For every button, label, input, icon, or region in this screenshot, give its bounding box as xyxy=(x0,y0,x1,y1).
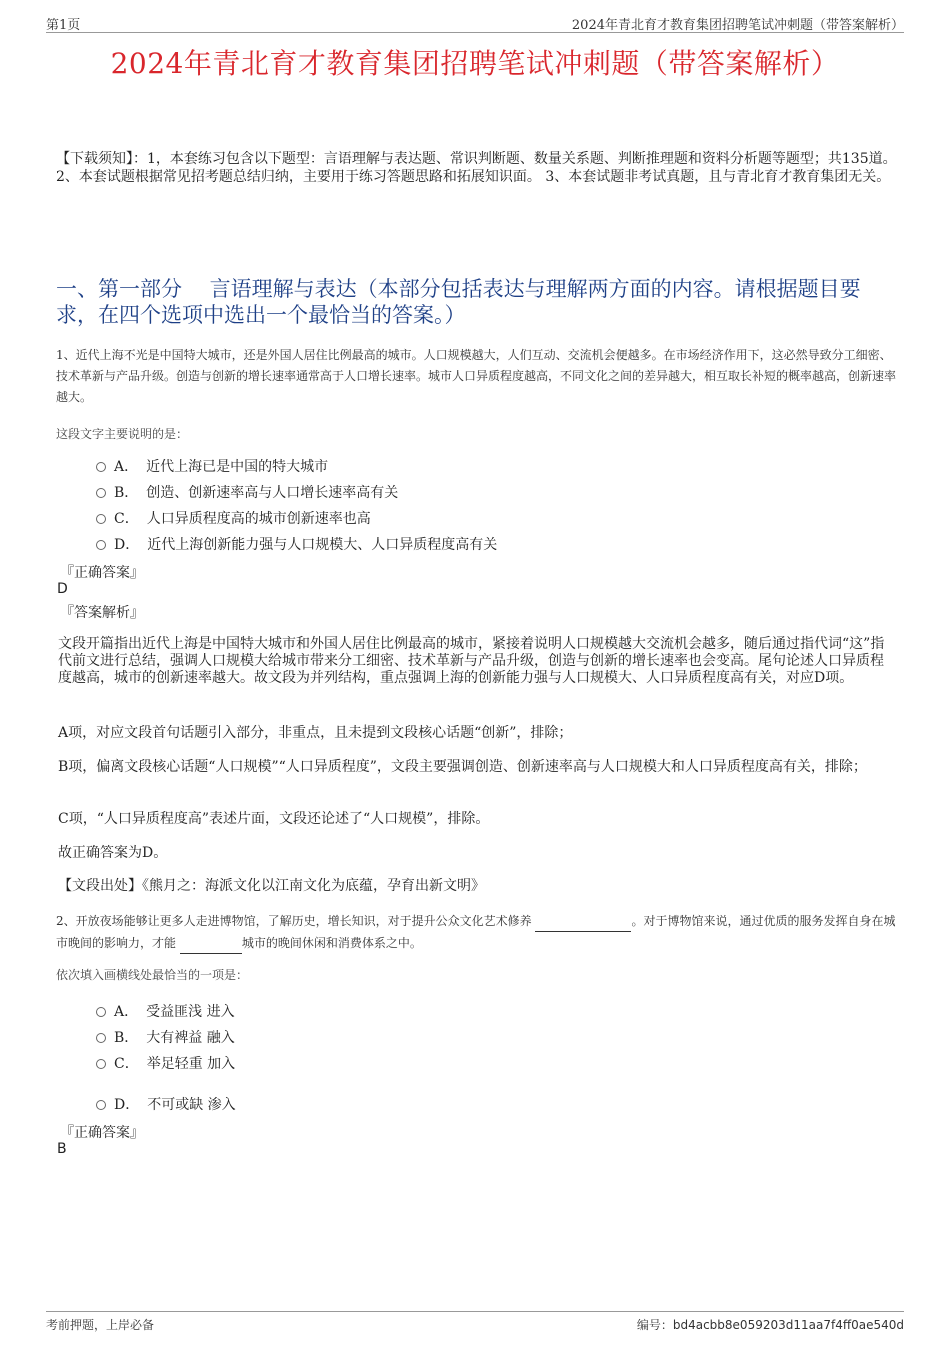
analysis-paragraph: C项，“人口异质程度高”表述片面，文段还论述了“人口规模”，排除。 xyxy=(58,811,490,827)
radio-icon[interactable] xyxy=(96,514,106,524)
analysis-paragraph: 文段开篇指出近代上海是中国特大城市和外国人居住比例最高的城市，紧接着说明人口规模越大交流机会越多，随后通过指代词“这”指代前文进行总结，强调人口规模大给城市带来分工细密、技术革新与产品升级，创造与创新的增长速率也会变高。尾句论述人口异质程度越高，城市的创新速率越大。故文段为并列结构，重点强调上海的创新能力强与人口规模大、人口异质程度高有关，对应D项。 xyxy=(58,636,885,686)
section-heading: 一、第一部分 言语理解与表达（本部分包括表达与理解两方面的内容。请根据题目要求，在四个选项中选出一个最恰当的答案。） xyxy=(56,277,861,327)
option-text: 不可或缺 渗入 xyxy=(147,1097,236,1113)
radio-icon[interactable] xyxy=(96,1100,106,1110)
radio-icon[interactable] xyxy=(96,1033,106,1043)
question-1-option-a[interactable] xyxy=(96,456,328,476)
answer-value: B xyxy=(57,1141,67,1157)
option-key: B． xyxy=(114,1030,139,1046)
question-1-option-d[interactable] xyxy=(96,534,497,554)
page-header xyxy=(46,14,904,33)
source-citation: 【文段出处】《熊月之：海派文化以江南文化为底蕴，孕育出新文明》 xyxy=(58,878,485,894)
option-text: 受益匪浅 进入 xyxy=(146,1004,235,1020)
answer-value: D xyxy=(57,581,68,597)
option-key: C． xyxy=(114,511,139,527)
code-label: 编号： xyxy=(636,1318,673,1332)
answer-label: 『正确答案』 xyxy=(60,565,144,581)
question-2-option-c[interactable] xyxy=(96,1053,235,1073)
question-2-option-a[interactable] xyxy=(96,1001,235,1021)
download-notice: 【下载须知】：1，本套练习包含以下题型：言语理解与表达题、常识判断题、数量关系题、判断推理题和资料分析题等题型；共135道。 2、本套试题根据常见招考题总结归纳，主要用于练习答题思路和拓展知识面。 3、本套试题非考试真题，且与青北育才教育集团无关。 xyxy=(56,151,897,185)
option-text: 近代上海创新能力强与人口规模大、人口异质程度高有关 xyxy=(147,537,498,553)
question-2-option-b[interactable] xyxy=(96,1027,235,1047)
analysis-label: 『答案解析』 xyxy=(60,605,144,621)
question-1-option-b[interactable] xyxy=(96,482,398,502)
footer-slogan: 考前押题，上岸必备 xyxy=(46,1318,155,1332)
option-text: 近代上海已是中国的特大城市 xyxy=(146,459,329,475)
header-doc-title: 2024年青北育才教育集团招聘笔试冲刺题（带答案解析） xyxy=(571,18,904,33)
option-key: D． xyxy=(114,1097,140,1113)
page-number: 第1页 xyxy=(46,18,81,33)
option-text: 大有裨益 融入 xyxy=(146,1030,235,1046)
option-key: D． xyxy=(114,537,140,553)
radio-icon[interactable] xyxy=(96,540,106,550)
footer-code xyxy=(637,1316,904,1333)
stem-part: 。对于博物馆来说，通过优质的服务发挥自身在城市晚间的影响力，才能 xyxy=(56,914,896,950)
fill-blank xyxy=(535,910,631,932)
option-text: 创造、创新速率高与人口增长速率高有关 xyxy=(146,485,399,501)
option-text: 人口异质程度高的城市创新速率也高 xyxy=(146,511,371,527)
option-key: A． xyxy=(114,459,139,475)
question-2-option-d[interactable] xyxy=(96,1094,236,1114)
radio-icon[interactable] xyxy=(96,462,106,472)
stem-part: 城市的晚间休闲和消费体系之中。 xyxy=(241,936,422,950)
code-value: bd4acbb8e059203d11aa7f4ff0ae540d xyxy=(672,1318,904,1332)
question-2-stem xyxy=(56,910,898,954)
document-title: 2024年青北育才教育集团招聘笔试冲刺题（带答案解析） xyxy=(110,47,840,80)
answer-label: 『正确答案』 xyxy=(60,1125,144,1141)
analysis-paragraph: B项，偏离文段核心话题“人口规模”“人口异质程度”，文段主要强调创造、创新速率高与人口规模大和人口异质程度高有关，排除； xyxy=(58,759,867,775)
radio-icon[interactable] xyxy=(96,1007,106,1017)
analysis-conclusion: 故正确答案为D。 xyxy=(58,845,168,861)
question-1-option-c[interactable] xyxy=(96,508,371,528)
fill-blank xyxy=(180,932,242,954)
radio-icon[interactable] xyxy=(96,1059,106,1069)
stem-part: 2、开放夜场能够让更多人走进博物馆，了解历史，增长知识，对于提升公众文化艺术修养 xyxy=(56,914,532,928)
question-1-prompt: 这段文字主要说明的是： xyxy=(56,427,189,441)
page-footer xyxy=(46,1311,904,1334)
option-key: C． xyxy=(114,1056,139,1072)
analysis-paragraph: A项，对应文段首句话题引入部分，非重点，且未提到文段核心话题“创新”，排除； xyxy=(58,725,573,741)
radio-icon[interactable] xyxy=(96,488,106,498)
option-key: B． xyxy=(114,485,139,501)
option-text: 举足轻重 加入 xyxy=(146,1056,236,1072)
question-2-prompt: 依次填入画横线处最恰当的一项是： xyxy=(56,968,249,982)
question-1-stem: 1、近代上海不光是中国特大城市，还是外国人居住比例最高的城市。人口规模越大，人们互动、交流机会便越多。在市场经济作用下，这必然导致分工细密、技术革新与产品升级。创造与创新的增长速率通常高于人口增长速率。城市人口异质程度越高，不同文化之间的差异越大，相互取长补短的概率越高，创新速率越大。 xyxy=(56,348,897,404)
option-key: A． xyxy=(114,1004,139,1020)
